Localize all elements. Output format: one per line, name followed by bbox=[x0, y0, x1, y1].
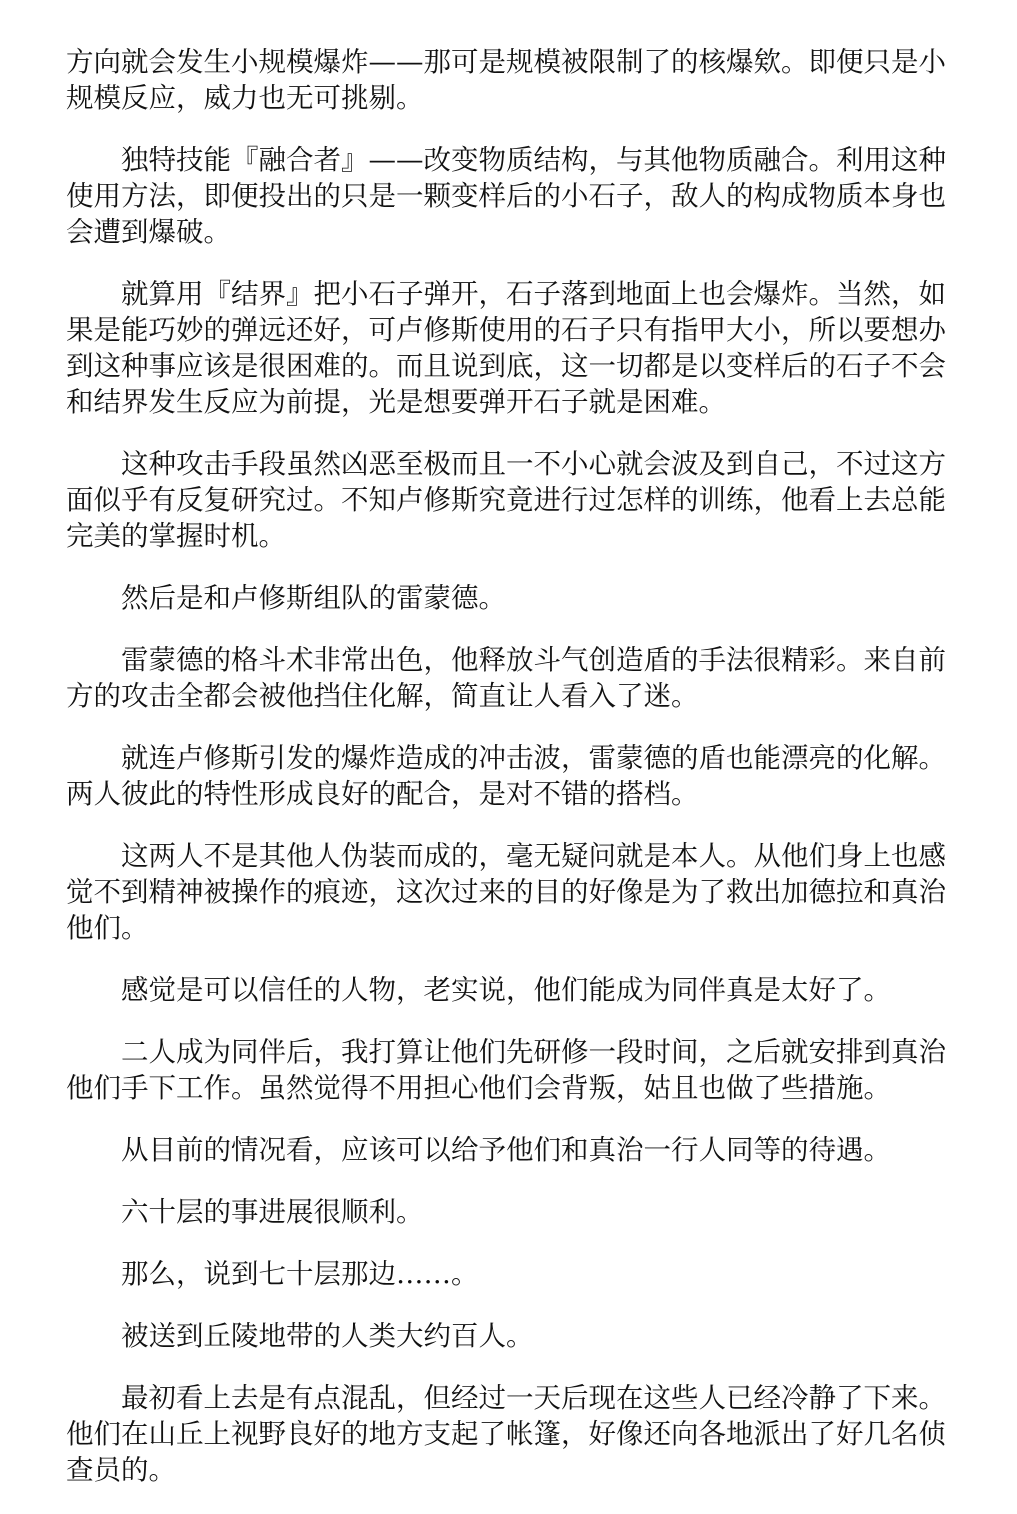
paragraph-11: 从目前的情况看，应该可以给予他们和真治一行人同等的待遇。 bbox=[121, 1134, 891, 1166]
document-page bbox=[66, 44, 946, 1514]
paragraph-4: 这种攻击手段虽然凶恶至极而且一不小心就会波及到自己，不过这方面似乎有反复研究过。不知卢修斯究竟进行过怎样的训练，他看上去总能完美的掌握时机。 bbox=[66, 448, 946, 552]
paragraph-1: 方向就会发生小规模爆炸——那可是规模被限制了的核爆欸。即便只是小规模反应，威力也无可挑剔。 bbox=[66, 46, 946, 114]
paragraph-12: 六十层的事进展很顺利。 bbox=[121, 1196, 424, 1228]
paragraph-2: 独特技能『融合者』——改变物质结构，与其他物质融合。利用这种使用方法，即便投出的只是一颗变样后的小石子，敌人的构成物质本身也会遭到爆破。 bbox=[66, 144, 946, 248]
paragraph-3: 就算用『结界』把小石子弹开，石子落到地面上也会爆炸。当然，如果是能巧妙的弹远还好，可卢修斯使用的石子只有指甲大小，所以要想办到这种事应该是很困难的。而且说到底，这一切都是以变样后的石子不会和结界发生反应为前提，光是想要弹开石子就是困难。 bbox=[66, 278, 946, 418]
paragraph-13: 那么，说到七十层那边……。 bbox=[121, 1258, 479, 1290]
paragraph-6: 雷蒙德的格斗术非常出色，他释放斗气创造盾的手法很精彩。来自前方的攻击全都会被他挡住化解，简直让人看入了迷。 bbox=[66, 644, 946, 712]
paragraph-15: 最初看上去是有点混乱，但经过一天后现在这些人已经冷静了下来。他们在山丘上视野良好的地方支起了帐篷，好像还向各地派出了好几名侦查员的。 bbox=[66, 1382, 946, 1486]
paragraph-8: 这两人不是其他人伪装而成的，毫无疑问就是本人。从他们身上也感觉不到精神被操作的痕迹，这次过来的目的好像是为了救出加德拉和真治他们。 bbox=[66, 840, 946, 944]
paragraph-5: 然后是和卢修斯组队的雷蒙德。 bbox=[121, 582, 506, 614]
paragraph-7: 就连卢修斯引发的爆炸造成的冲击波，雷蒙德的盾也能漂亮的化解。两人彼此的特性形成良好的配合，是对不错的搭档。 bbox=[66, 742, 946, 810]
paragraph-14: 被送到丘陵地带的人类大约百人。 bbox=[121, 1320, 534, 1352]
paragraph-10: 二人成为同伴后，我打算让他们先研修一段时间，之后就安排到真治他们手下工作。虽然觉得不用担心他们会背叛，姑且也做了些措施。 bbox=[66, 1036, 946, 1104]
paragraph-9: 感觉是可以信任的人物，老实说，他们能成为同伴真是太好了。 bbox=[121, 974, 891, 1006]
